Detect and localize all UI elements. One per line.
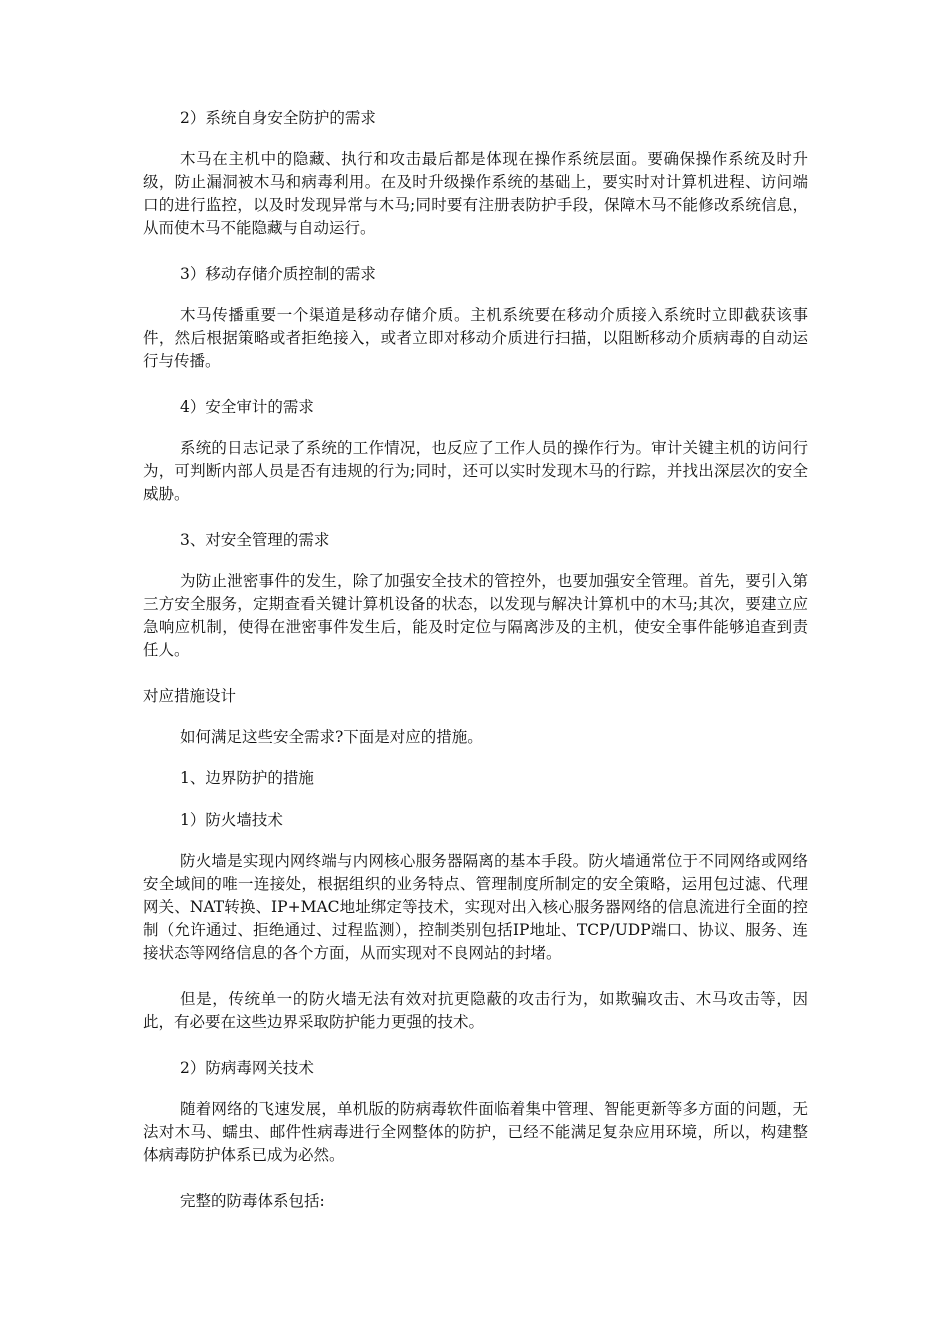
section-heading-measures: 对应措施设计 — [143, 687, 237, 705]
paragraph-firewall: 防火墙是实现内网终端与内网核心服务器隔离的基本手段。防火墙通常位于不同网络或网络安全域间的唯一连接处，根据组织的业务特点、管理制度所制定的安全策略，运用包过滤、代理网关、NAT转换、IP+MAC地址绑定等技术，实现对出入核心服务器网络的信息流进行全面的控制（允许通过、拒绝通过、过程监测），控制类别包括IP地址、TCP/UDP端口、协议、服务、连接状态等网络信息的各个方面，从而实现对不良网站的封堵。 — [143, 852, 808, 962]
paragraph-measures-intro: 如何满足这些安全需求?下面是对应的措施。 — [180, 728, 483, 746]
paragraph-removable-media: 木马传播重要一个渠道是移动存储介质。主机系统要在移动介质接入系统时立即截获该事件，然后根据策略或者拒绝接入，或者立即对移动介质进行扫描，以阻断移动介质病毒的自动运行与传播。 — [143, 306, 808, 370]
subheading-antivirus-gateway: 2）防病毒网关技术 — [180, 1059, 314, 1077]
paragraph-antivirus-system: 完整的防毒体系包括: — [180, 1192, 325, 1210]
paragraph-antivirus-gateway: 随着网络的飞速发展，单机版的防病毒软件面临着集中管理、智能更新等多方面的问题，无法对木马、蠕虫、邮件性病毒进行全网整体的防护，已经不能满足复杂应用环境，所以，构建整体病毒防护体系已成为必然。 — [143, 1100, 808, 1164]
paragraph-security-audit: 系统的日志记录了系统的工作情况，也反应了工作人员的操作行为。审计关键主机的访问行为，可判断内部人员是否有违规的行为;同时，还可以实时发现木马的行踪，并找出深层次的安全威胁。 — [143, 439, 808, 503]
paragraph-firewall-limits: 但是，传统单一的防火墙无法有效对抗更隐蔽的攻击行为，如欺骗攻击、木马攻击等，因此，有必要在这些边界采取防护能力更强的技术。 — [143, 990, 808, 1031]
subheading-security-management: 3、对安全管理的需求 — [180, 531, 330, 549]
subheading-system-self-protection: 2）系统自身安全防护的需求 — [180, 109, 376, 127]
subheading-boundary-protection: 1、边界防护的措施 — [180, 769, 314, 787]
paragraph-security-management: 为防止泄密事件的发生，除了加强安全技术的管控外，也要加强安全管理。首先，要引入第三方安全服务，定期查看关键计算机设备的状态，以发现与解决计算机中的木马;其次，要建立应急响应机制，使得在泄密事件发生后，能及时定位与隔离涉及的主机，使安全事件能够追查到责任人。 — [143, 572, 808, 659]
subheading-firewall: 1）防火墙技术 — [180, 811, 283, 829]
subheading-removable-media: 3）移动存储介质控制的需求 — [180, 265, 376, 283]
subheading-security-audit: 4）安全审计的需求 — [180, 398, 314, 416]
paragraph-trojan-os-protection: 木马在主机中的隐藏、执行和攻击最后都是体现在操作系统层面。要确保操作系统及时升级，防止漏洞被木马和病毒利用。在及时升级操作系统的基础上，要实时对计算机进程、访问端口的进行监控，以及时发现异常与木马;同时要有注册表防护手段，保障木马不能修改系统信息，从而使木马不能隐藏与自动运行。 — [143, 150, 808, 237]
